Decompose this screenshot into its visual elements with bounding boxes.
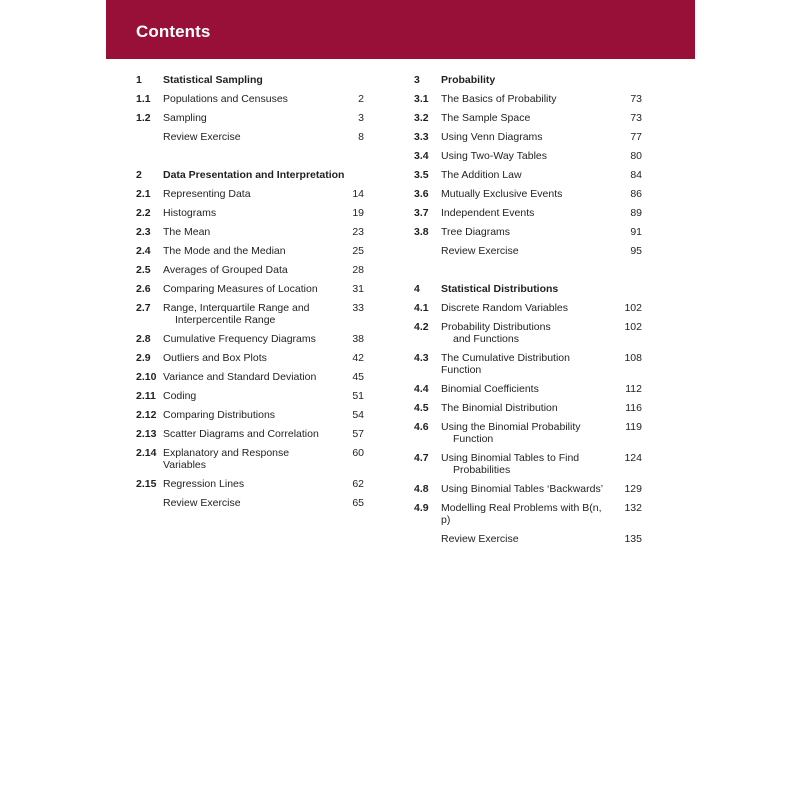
entry-title-line: Independent Events [441, 206, 535, 219]
entry-number: 3.5 [414, 168, 429, 181]
toc-entry[interactable] [136, 474, 364, 493]
entry-number: 4.4 [414, 382, 429, 395]
toc-entry[interactable] [414, 398, 642, 417]
entry-title-line: Cumulative Frequency Diagrams [163, 332, 316, 345]
entry-title-line: The Mode and the Median [163, 244, 286, 257]
entry-title-line: Regression Lines [163, 477, 245, 490]
toc-entry[interactable] [414, 317, 642, 348]
entry-title [163, 188, 334, 200]
entry-page-number: 135 [624, 532, 642, 545]
entry-page-number: 132 [624, 501, 642, 514]
entry-number: 2.5 [136, 263, 151, 276]
chapter-number: 1 [136, 73, 142, 86]
entry-number: 3.1 [414, 92, 429, 105]
entry-title-line: The Binomial Distribution [441, 401, 558, 414]
toc-entry[interactable] [414, 89, 642, 108]
entry-title-line: Tree Diagrams [441, 225, 511, 238]
entry-title [163, 283, 334, 295]
chapter-heading[interactable] [414, 279, 642, 298]
toc-entry[interactable] [414, 222, 642, 241]
entry-title [163, 245, 334, 257]
entry-number: 2.14 [136, 446, 157, 459]
entry-title [163, 428, 334, 440]
entry-page-number: 116 [625, 401, 642, 414]
entry-title [163, 264, 334, 276]
entry-page-number: 51 [352, 389, 364, 402]
entry-number: 2.7 [136, 301, 151, 314]
entry-page-number: 89 [630, 206, 642, 219]
entry-page-number: 38 [352, 332, 364, 345]
entry-title [163, 131, 334, 143]
entry-title [163, 390, 334, 402]
entry-page-number: 23 [352, 225, 364, 238]
entry-page-number: 62 [352, 477, 364, 490]
entry-title-line: Outliers and Box Plots [163, 351, 267, 364]
entry-page-number: 8 [358, 130, 364, 143]
entry-page-number: 2 [358, 92, 364, 105]
entry-number: 2.10 [136, 370, 157, 383]
chapter-heading[interactable] [136, 165, 364, 184]
toc-entry[interactable] [136, 493, 364, 512]
toc-entry[interactable] [414, 298, 642, 317]
entry-page-number: 124 [624, 451, 642, 464]
entry-title-line: Populations and Censuses [163, 92, 288, 105]
toc-left-column [136, 70, 364, 512]
entry-title [441, 169, 612, 181]
entry-title-line: Averages of Grouped Data [163, 263, 288, 276]
toc-entry[interactable] [414, 203, 642, 222]
toc-entry[interactable] [414, 479, 642, 498]
entry-number: 4.5 [414, 401, 429, 414]
entry-title [441, 502, 612, 526]
entry-number: 4.2 [414, 320, 429, 333]
entry-number: 2.3 [136, 225, 151, 238]
entry-title [441, 402, 612, 414]
entry-title [163, 93, 334, 105]
toc-entry[interactable] [136, 386, 364, 405]
entry-title-line: Using Venn Diagrams [441, 130, 543, 143]
entry-page-number: 57 [352, 427, 364, 440]
entry-number: 2.2 [136, 206, 151, 219]
entry-number: 2.6 [136, 282, 151, 295]
entry-number: 2.9 [136, 351, 151, 364]
entry-number: 2.12 [136, 408, 157, 421]
entry-title [163, 333, 334, 345]
toc-entry[interactable] [136, 329, 364, 348]
entry-page-number: 73 [630, 92, 642, 105]
toc-entry[interactable] [414, 417, 642, 448]
toc-entry[interactable] [414, 448, 642, 479]
entry-page-number: 3 [358, 111, 364, 124]
toc-entry[interactable] [136, 108, 364, 127]
entry-title-line-2: Interpercentile Range [175, 313, 276, 326]
toc-entry[interactable] [136, 260, 364, 279]
toc-entry[interactable] [414, 348, 642, 379]
entry-title [163, 478, 334, 490]
entry-title-line: Probability Distributions [441, 320, 551, 333]
entry-number [414, 245, 441, 257]
entry-title-line-2: Probabilities [453, 463, 511, 476]
toc-entry[interactable] [414, 127, 642, 146]
entry-page-number: 95 [630, 244, 642, 257]
entry-title [163, 409, 334, 421]
toc-chapter [414, 279, 642, 548]
entry-number: 4.6 [414, 420, 429, 433]
entry-title [163, 352, 334, 364]
chapter-title: Statistical Sampling [163, 73, 263, 86]
entry-title-line: Variance and Standard Deviation [163, 370, 317, 383]
entry-title-line: Modelling Real Problems with B(n, p) [441, 501, 602, 526]
entry-title [441, 483, 612, 495]
entry-title [441, 245, 612, 257]
entry-title [163, 207, 334, 219]
entry-number: 4.3 [414, 351, 429, 364]
entry-title-line: Comparing Distributions [163, 408, 276, 421]
entry-title [441, 131, 612, 143]
entry-number: 2.13 [136, 427, 157, 440]
entry-title [441, 452, 612, 476]
entry-number: 2.1 [136, 187, 151, 200]
toc-entry[interactable] [136, 203, 364, 222]
entry-title [441, 93, 612, 105]
entry-title [441, 302, 612, 314]
entry-number: 2.4 [136, 244, 151, 257]
entry-title [163, 226, 334, 238]
entry-title-line: Review Exercise [163, 496, 241, 509]
entry-page-number: 112 [625, 382, 642, 395]
toc-entry[interactable] [136, 89, 364, 108]
entry-page-number: 14 [352, 187, 364, 200]
entry-page-number: 129 [624, 482, 642, 495]
entry-page-number: 65 [352, 496, 364, 509]
entry-title-line: Sampling [163, 111, 207, 124]
entry-title-line: Histograms [163, 206, 217, 219]
entry-page-number: 86 [630, 187, 642, 200]
entry-number: 3.2 [414, 111, 429, 124]
entry-page-number: 19 [352, 206, 364, 219]
entry-title [163, 447, 334, 471]
entry-title-line: Using Binomial Tables to Find [441, 451, 580, 464]
entry-number: 4.9 [414, 501, 429, 514]
chapter-number: 3 [414, 73, 420, 86]
entry-page-number: 31 [352, 282, 364, 295]
entry-title [441, 150, 612, 162]
toc-chapter [414, 70, 642, 260]
toc-entry[interactable] [136, 127, 364, 146]
entry-number: 4.8 [414, 482, 429, 495]
entry-title-line: Comparing Measures of Location [163, 282, 318, 295]
entry-page-number: 102 [624, 301, 642, 314]
entry-number: 2.15 [136, 477, 157, 490]
entry-page-number: 119 [625, 420, 642, 433]
chapter-number: 4 [414, 282, 420, 295]
entry-title-line: The Addition Law [441, 168, 522, 181]
toc-entry[interactable] [136, 424, 364, 443]
entry-title-line: Using the Binomial Probability [441, 420, 581, 433]
chapter-title: Data Presentation and Interpretation [163, 168, 345, 181]
entry-page-number: 108 [624, 351, 642, 364]
chapter-heading[interactable] [136, 70, 364, 89]
entry-page-number: 84 [630, 168, 642, 181]
toc-entry[interactable] [136, 241, 364, 260]
entry-number [136, 497, 163, 509]
entry-number: 1.1 [136, 92, 151, 105]
entry-page-number: 77 [630, 130, 642, 143]
entry-title-line: Range, Interquartile Range and [163, 301, 310, 314]
entry-title [163, 497, 334, 509]
chapter-heading[interactable] [414, 70, 642, 89]
entry-title [163, 371, 334, 383]
contents-header [106, 0, 695, 59]
entry-number [414, 533, 441, 545]
entry-title [441, 112, 612, 124]
toc-entry[interactable] [414, 146, 642, 165]
toc-entry[interactable] [136, 298, 364, 329]
entry-title [163, 302, 334, 326]
entry-title-line: Representing Data [163, 187, 251, 200]
chapter-number: 2 [136, 168, 142, 181]
entry-title-line: The Cumulative Distribution Function [441, 351, 570, 376]
entry-page-number: 45 [352, 370, 364, 383]
toc-entry[interactable] [414, 498, 642, 529]
toc-entry[interactable] [414, 241, 642, 260]
entry-title-line: Review Exercise [163, 130, 241, 143]
entry-title [441, 533, 612, 545]
entry-page-number: 42 [352, 351, 364, 364]
entry-title [441, 226, 612, 238]
toc-entry[interactable] [414, 165, 642, 184]
entry-number: 3.3 [414, 130, 429, 143]
entry-title-line: Scatter Diagrams and Correlation [163, 427, 319, 440]
toc-chapter [136, 165, 364, 512]
entry-title-line-2: Function [453, 432, 494, 445]
entry-title [441, 188, 612, 200]
toc-chapter [136, 70, 364, 146]
entry-page-number: 33 [352, 301, 364, 314]
entry-page-number: 28 [352, 263, 364, 276]
toc-entry[interactable] [136, 443, 364, 474]
entry-title-line: Using Binomial Tables ‘Backwards’ [441, 482, 604, 495]
entry-title-line: The Basics of Probability [441, 92, 557, 105]
entry-title-line: Mutually Exclusive Events [441, 187, 563, 200]
chapter-title: Statistical Distributions [441, 282, 559, 295]
toc-entry[interactable] [414, 108, 642, 127]
toc-entry[interactable] [136, 279, 364, 298]
entry-number: 4.7 [414, 451, 429, 464]
toc-entry[interactable] [136, 348, 364, 367]
entry-title [441, 421, 612, 445]
entry-title-line-2: and Functions [453, 332, 519, 345]
entry-page-number: 25 [352, 244, 364, 257]
entry-number: 2.8 [136, 332, 151, 345]
entry-number: 3.7 [414, 206, 429, 219]
toc-entry[interactable] [136, 222, 364, 241]
entry-number: 4.1 [414, 301, 429, 314]
entry-title-line: The Sample Space [441, 111, 531, 124]
entry-number [136, 131, 163, 143]
toc-entry[interactable] [136, 405, 364, 424]
entry-title-line: Coding [163, 389, 197, 402]
toc-entry[interactable] [414, 529, 642, 548]
entry-title [163, 112, 334, 124]
entry-number: 3.4 [414, 149, 429, 162]
entry-page-number: 60 [352, 446, 364, 459]
entry-number: 2.11 [136, 389, 156, 402]
entry-page-number: 73 [630, 111, 642, 124]
entry-title [441, 207, 612, 219]
toc-right-column [414, 70, 642, 548]
entry-title-line: Review Exercise [441, 532, 519, 545]
toc-entry[interactable] [136, 367, 364, 386]
entry-title [441, 352, 612, 376]
toc-entry[interactable] [414, 184, 642, 203]
entry-page-number: 91 [630, 225, 642, 238]
toc-entry[interactable] [414, 379, 642, 398]
entry-title-line: Binomial Coefficients [441, 382, 539, 395]
entry-number: 3.6 [414, 187, 429, 200]
entry-title [441, 383, 612, 395]
entry-page-number: 80 [630, 149, 642, 162]
chapter-title: Probability [441, 73, 496, 86]
entry-title-line: Explanatory and Response Variables [163, 446, 290, 471]
entry-title-line: The Mean [163, 225, 211, 238]
entry-page-number: 54 [352, 408, 364, 421]
entry-page-number: 102 [624, 320, 642, 333]
toc-entry[interactable] [136, 184, 364, 203]
page-title: Contents [136, 22, 211, 41]
entry-number: 3.8 [414, 225, 429, 238]
entry-title-line: Discrete Random Variables [441, 301, 569, 314]
entry-title-line: Using Two-Way Tables [441, 149, 548, 162]
entry-title-line: Review Exercise [441, 244, 519, 257]
entry-number: 1.2 [136, 111, 151, 124]
entry-title [441, 321, 612, 345]
